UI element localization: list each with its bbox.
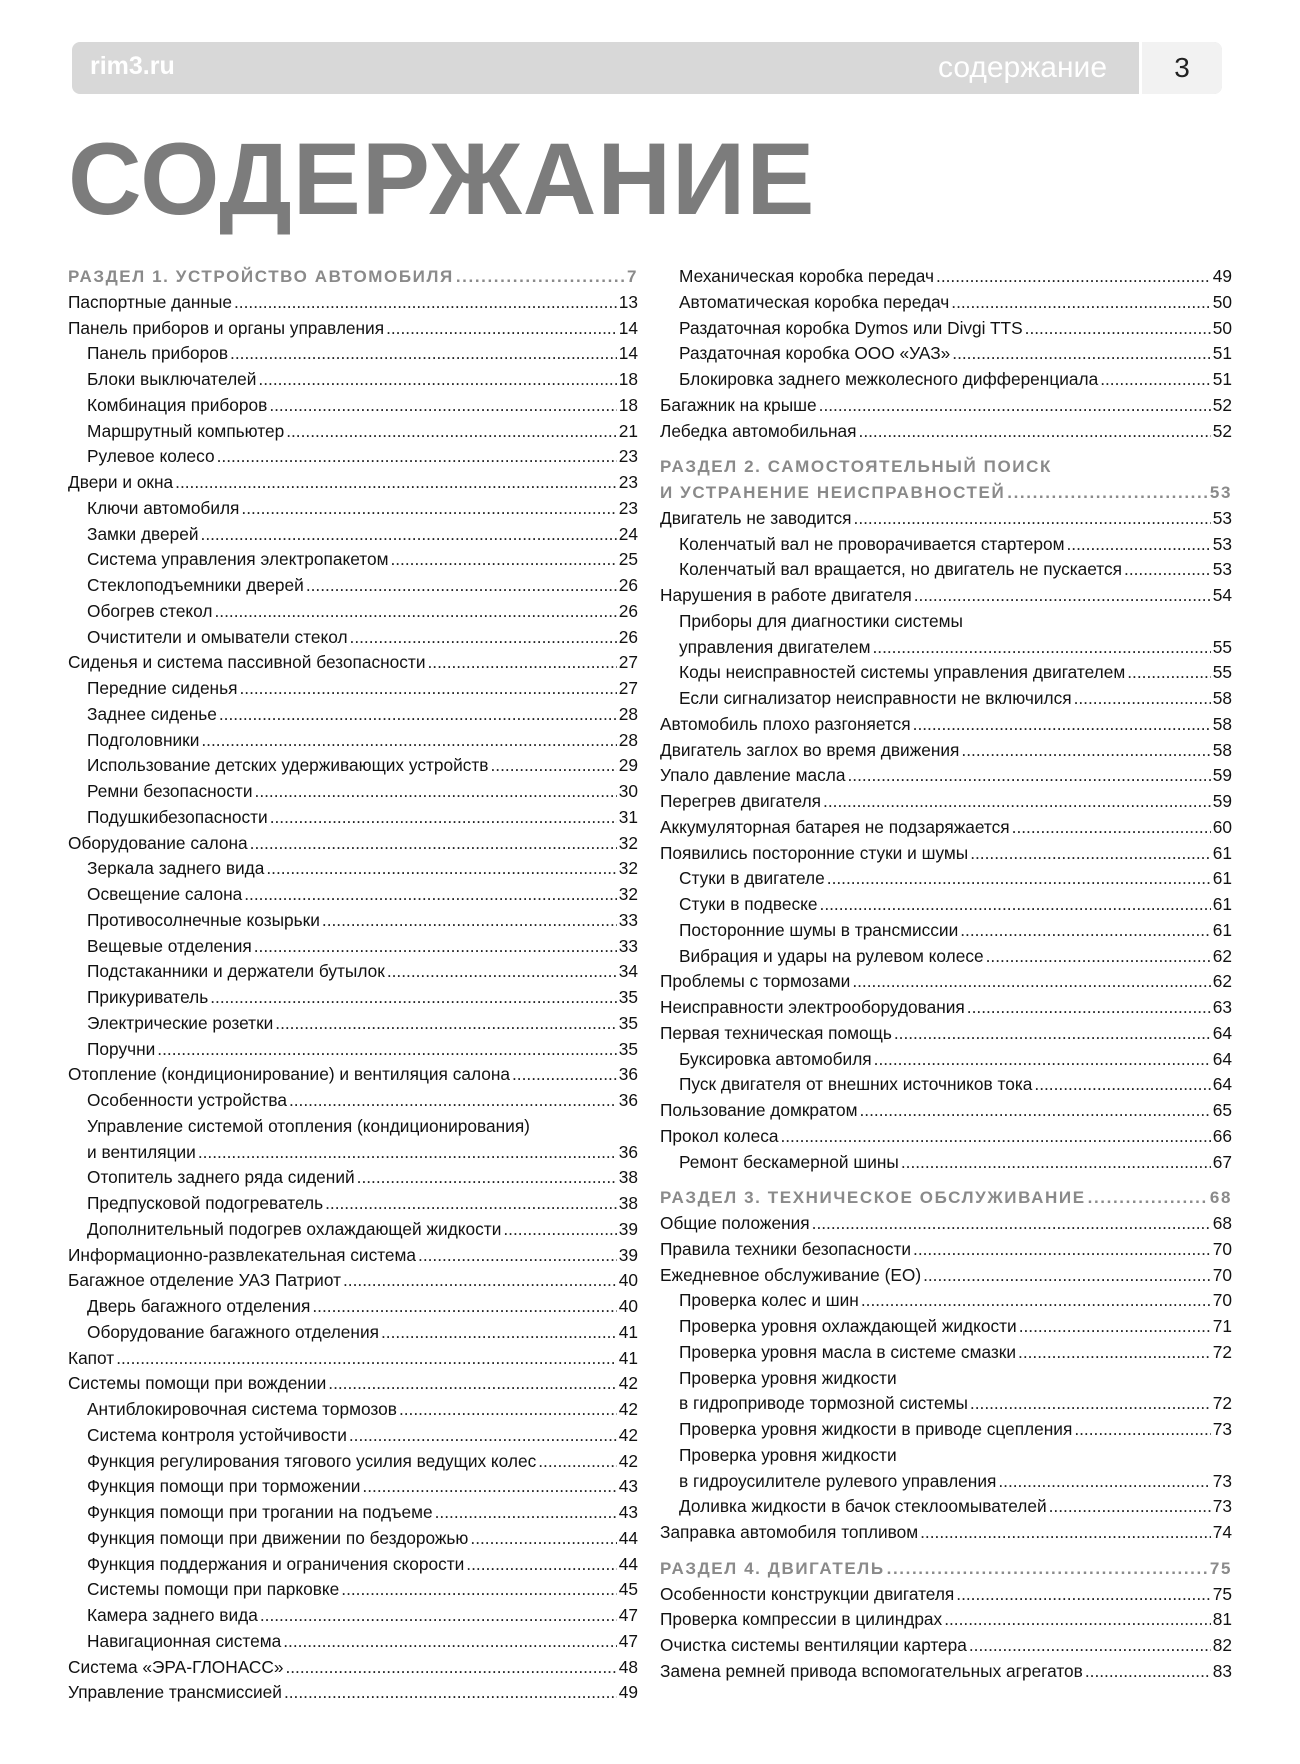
toc-subitem[interactable]: Освещение салона ..... 32: [68, 882, 638, 908]
toc-subitem[interactable]: Функция помощи при трогании на подъеме ..... 43: [68, 1500, 638, 1526]
toc-subitem[interactable]: Блоки выключателей ..... 18: [68, 367, 638, 393]
toc-subitem[interactable]: Прикуриватель ..... 35: [68, 985, 638, 1011]
toc-subitem[interactable]: Проверка уровня жидкости в приводе сцепления ..... 73: [660, 1417, 1232, 1443]
toc-subitem[interactable]: в гидроприводе тормозной системы ..... 72: [660, 1391, 1232, 1417]
toc-item[interactable]: Очистка системы вентиляции картера ..... 82: [660, 1633, 1232, 1659]
toc-item[interactable]: Нарушения в работе двигателя ..... 54: [660, 583, 1232, 609]
toc-subitem[interactable]: Проверка колес и шин ..... 70: [660, 1288, 1232, 1314]
toc-subitem[interactable]: Стеклоподъемники дверей ..... 26: [68, 573, 638, 599]
toc-item[interactable]: Появились посторонние стуки и шумы ..... 61: [660, 841, 1232, 867]
toc-item[interactable]: Общие положения ..... 68: [660, 1211, 1232, 1237]
toc-section[interactable]: РАЗДЕЛ 1. УСТРОЙСТВО АВТОМОБИЛЯ ..... 7: [68, 264, 638, 290]
toc-subitem[interactable]: Вещевые отделения ..... 33: [68, 934, 638, 960]
toc-item[interactable]: Система «ЭРА-ГЛОНАСС» ..... 48: [68, 1655, 638, 1681]
toc-item[interactable]: Упало давление масла ..... 59: [660, 763, 1232, 789]
toc-item[interactable]: Лебедка автомобильная ..... 52: [660, 419, 1232, 445]
toc-item[interactable]: Замена ремней привода вспомогательных агрегатов ..... 83: [660, 1659, 1232, 1685]
toc-item[interactable]: Информационно-развлекательная система ..... 39: [68, 1243, 638, 1269]
toc-subitem[interactable]: Ремонт бескамерной шины ..... 67: [660, 1150, 1232, 1176]
toc-section[interactable]: РАЗДЕЛ 3. ТЕХНИЧЕСКОЕ ОБСЛУЖИВАНИЕ ..... 68: [660, 1185, 1232, 1211]
toc-item[interactable]: Неисправности электрооборудования ..... 63: [660, 995, 1232, 1021]
toc-subitem[interactable]: Обогрев стекол ..... 26: [68, 599, 638, 625]
toc-item[interactable]: Двигатель не заводится ..... 53: [660, 506, 1232, 532]
toc-item[interactable]: Панель приборов и органы управления ..... 14: [68, 316, 638, 342]
toc-subitem[interactable]: Предпусковой подогреватель ..... 38: [68, 1191, 638, 1217]
toc-subitem[interactable]: Автоматическая коробка передач ..... 50: [660, 290, 1232, 316]
toc-subitem[interactable]: Оборудование багажного отделения ..... 41: [68, 1320, 638, 1346]
toc-subitem[interactable]: Посторонние шумы в трансмиссии ..... 61: [660, 918, 1232, 944]
toc-item[interactable]: Системы помощи при вождении ..... 42: [68, 1371, 638, 1397]
page-number: 3: [1139, 42, 1222, 94]
toc-subitem[interactable]: Использование детских удерживающих устройств ..... 29: [68, 753, 638, 779]
running-header: [72, 42, 1222, 94]
toc-subitem[interactable]: Дополнительный подогрев охлаждающей жидкости ..... 39: [68, 1217, 638, 1243]
toc-subitem[interactable]: Стуки в подвеске ..... 61: [660, 892, 1232, 918]
toc-subitem[interactable]: и вентиляции ..... 36: [68, 1140, 638, 1166]
page-title: СОДЕРЖАНИЕ: [68, 122, 816, 236]
toc-subitem[interactable]: Проверка уровня масла в системе смазки ..... 72: [660, 1340, 1232, 1366]
toc-item[interactable]: Первая техническая помощь ..... 64: [660, 1021, 1232, 1047]
toc-subitem[interactable]: Маршрутный компьютер ..... 21: [68, 419, 638, 445]
toc-subitem[interactable]: Доливка жидкости в бачок стеклоомывателей ..... 73: [660, 1494, 1232, 1520]
toc-column-left: [68, 264, 638, 1706]
toc-subitem[interactable]: Отопитель заднего ряда сидений ..... 38: [68, 1165, 638, 1191]
toc-subitem[interactable]: Дверь багажного отделения ..... 40: [68, 1294, 638, 1320]
toc-section-line[interactable]: РАЗДЕЛ 2. САМОСТОЯТЕЛЬНЫЙ ПОИСК: [660, 457, 1052, 477]
toc-subitem[interactable]: Рулевое колесо ..... 23: [68, 444, 638, 470]
toc-subitem[interactable]: Коды неисправностей системы управления двигателем ..... 55: [660, 660, 1232, 686]
toc-item[interactable]: Капот ..... 41: [68, 1346, 638, 1372]
toc-item[interactable]: Особенности конструкции двигателя ..... 75: [660, 1582, 1232, 1608]
toc-subitem[interactable]: Заднее сиденье ..... 28: [68, 702, 638, 728]
toc-subitem[interactable]: Коленчатый вал вращается, но двигатель не пускается ..... 53: [660, 557, 1232, 583]
toc-item[interactable]: Заправка автомобиля топливом ..... 74: [660, 1520, 1232, 1546]
toc-subitem-line[interactable]: Проверка уровня жидкости: [679, 1367, 897, 1388]
toc-subitem[interactable]: Коленчатый вал не проворачивается стартером ..... 53: [660, 532, 1232, 558]
toc-item[interactable]: Ежедневное обслуживание (ЕО) ..... 70: [660, 1263, 1232, 1289]
toc-subitem[interactable]: Система управления электропакетом ..... 25: [68, 547, 638, 573]
toc-item[interactable]: Проверка компрессии в цилиндрах ..... 81: [660, 1607, 1232, 1633]
toc-column-right: [660, 264, 1232, 1685]
toc-section[interactable]: И УСТРАНЕНИЕ НЕИСПРАВНОСТЕЙ ..... 53: [660, 480, 1232, 506]
toc-subitem[interactable]: Системы помощи при парковке ..... 45: [68, 1577, 638, 1603]
toc-subitem[interactable]: Механическая коробка передач ..... 49: [660, 264, 1232, 290]
toc-subitem-line[interactable]: Приборы для диагностики системы: [679, 610, 963, 631]
toc-subitem[interactable]: Блокировка заднего межколесного дифференциала ..... 51: [660, 367, 1232, 393]
toc-subitem[interactable]: Функция помощи при движении по бездорожью ..... 44: [68, 1526, 638, 1552]
toc-subitem-line[interactable]: Управление системой отопления (кондиционирования): [87, 1115, 530, 1136]
toc-item[interactable]: Багажное отделение УАЗ Патриот ..... 40: [68, 1268, 638, 1294]
toc-item[interactable]: Правила техники безопасности ..... 70: [660, 1237, 1232, 1263]
toc-item[interactable]: Багажник на крыше ..... 52: [660, 393, 1232, 419]
toc-item[interactable]: Управление трансмиссией ..... 49: [68, 1680, 638, 1706]
toc-section[interactable]: РАЗДЕЛ 4. ДВИГАТЕЛЬ ..... 75: [660, 1556, 1232, 1582]
toc-subitem[interactable]: Очистители и омыватели стекол ..... 26: [68, 625, 638, 651]
toc-subitem[interactable]: Камера заднего вида ..... 47: [68, 1603, 638, 1629]
toc-item[interactable]: Отопление (кондиционирование) и вентиляция салона ..... 36: [68, 1062, 638, 1088]
toc-item[interactable]: Прокол колеса ..... 66: [660, 1124, 1232, 1150]
toc-subitem[interactable]: Электрические розетки ..... 35: [68, 1011, 638, 1037]
toc-subitem[interactable]: Проверка уровня охлаждающей жидкости ..... 71: [660, 1314, 1232, 1340]
toc-item[interactable]: Перегрев двигателя ..... 59: [660, 789, 1232, 815]
toc-subitem[interactable]: Комбинация приборов ..... 18: [68, 393, 638, 419]
toc-subitem[interactable]: Зеркала заднего вида ..... 32: [68, 856, 638, 882]
toc-subitem[interactable]: Функция регулирования тягового усилия ведущих колес ..... 42: [68, 1449, 638, 1475]
toc-subitem[interactable]: Раздаточная коробка ООО «УАЗ» ..... 51: [660, 341, 1232, 367]
site-url: rim3.ru: [90, 52, 175, 80]
toc-subitem[interactable]: Функция помощи при торможении ..... 43: [68, 1474, 638, 1500]
toc-subitem[interactable]: Ремни безопасности ..... 30: [68, 779, 638, 805]
toc-item[interactable]: Двигатель заглох во время движения ..... 58: [660, 738, 1232, 764]
toc-item[interactable]: Пользование домкратом ..... 65: [660, 1098, 1232, 1124]
toc-item[interactable]: Паспортные данные ..... 13: [68, 290, 638, 316]
toc-subitem[interactable]: Пуск двигателя от внешних источников тока ..... 64: [660, 1072, 1232, 1098]
toc-subitem[interactable]: Буксировка автомобиля ..... 64: [660, 1047, 1232, 1073]
toc-subitem[interactable]: Вибрация и удары на рулевом колесе ..... 62: [660, 944, 1232, 970]
toc-item[interactable]: Двери и окна ..... 23: [68, 470, 638, 496]
toc-subitem[interactable]: Поручни ..... 35: [68, 1037, 638, 1063]
toc-subitem[interactable]: Панель приборов ..... 14: [68, 341, 638, 367]
running-section-name: содержание: [938, 51, 1107, 84]
toc-subitem[interactable]: Антиблокировочная система тормозов ..... 42: [68, 1397, 638, 1423]
toc-subitem[interactable]: Замки дверей ..... 24: [68, 522, 638, 548]
toc-subitem[interactable]: Ключи автомобиля ..... 23: [68, 496, 638, 522]
toc-subitem[interactable]: в гидроусилителе рулевого управления ..... 73: [660, 1469, 1232, 1495]
toc-subitem[interactable]: Система контроля устойчивости ..... 42: [68, 1423, 638, 1449]
toc-subitem[interactable]: Подушкибезопасности ..... 31: [68, 805, 638, 831]
toc-subitem[interactable]: Стуки в двигателе ..... 61: [660, 866, 1232, 892]
toc-item[interactable]: Аккумуляторная батарея не подзаряжается ..... 60: [660, 815, 1232, 841]
toc-subitem[interactable]: Подстаканники и держатели бутылок ..... 34: [68, 959, 638, 985]
toc-subitem[interactable]: Особенности устройства ..... 36: [68, 1088, 638, 1114]
toc-subitem[interactable]: управления двигателем ..... 55: [660, 635, 1232, 661]
toc-subitem[interactable]: Навигационная система ..... 47: [68, 1629, 638, 1655]
toc-subitem[interactable]: Функция поддержания и ограничения скорости ..... 44: [68, 1552, 638, 1578]
toc-subitem-line[interactable]: Проверка уровня жидкости: [679, 1444, 897, 1465]
toc-subitem[interactable]: Подголовники ..... 28: [68, 728, 638, 754]
toc-item[interactable]: Сиденья и система пассивной безопасности ..... 27: [68, 650, 638, 676]
toc-subitem[interactable]: Противосолнечные козырьки ..... 33: [68, 908, 638, 934]
toc-subitem[interactable]: Раздаточная коробка Dymos или Divgi TTS ..... 50: [660, 316, 1232, 342]
toc-subitem[interactable]: Если сигнализатор неисправности не включился ..... 58: [660, 686, 1232, 712]
toc-subitem[interactable]: Передние сиденья ..... 27: [68, 676, 638, 702]
toc-item[interactable]: Оборудование салона ..... 32: [68, 831, 638, 857]
toc-item[interactable]: Автомобиль плохо разгоняется ..... 58: [660, 712, 1232, 738]
toc-item[interactable]: Проблемы с тормозами ..... 62: [660, 969, 1232, 995]
